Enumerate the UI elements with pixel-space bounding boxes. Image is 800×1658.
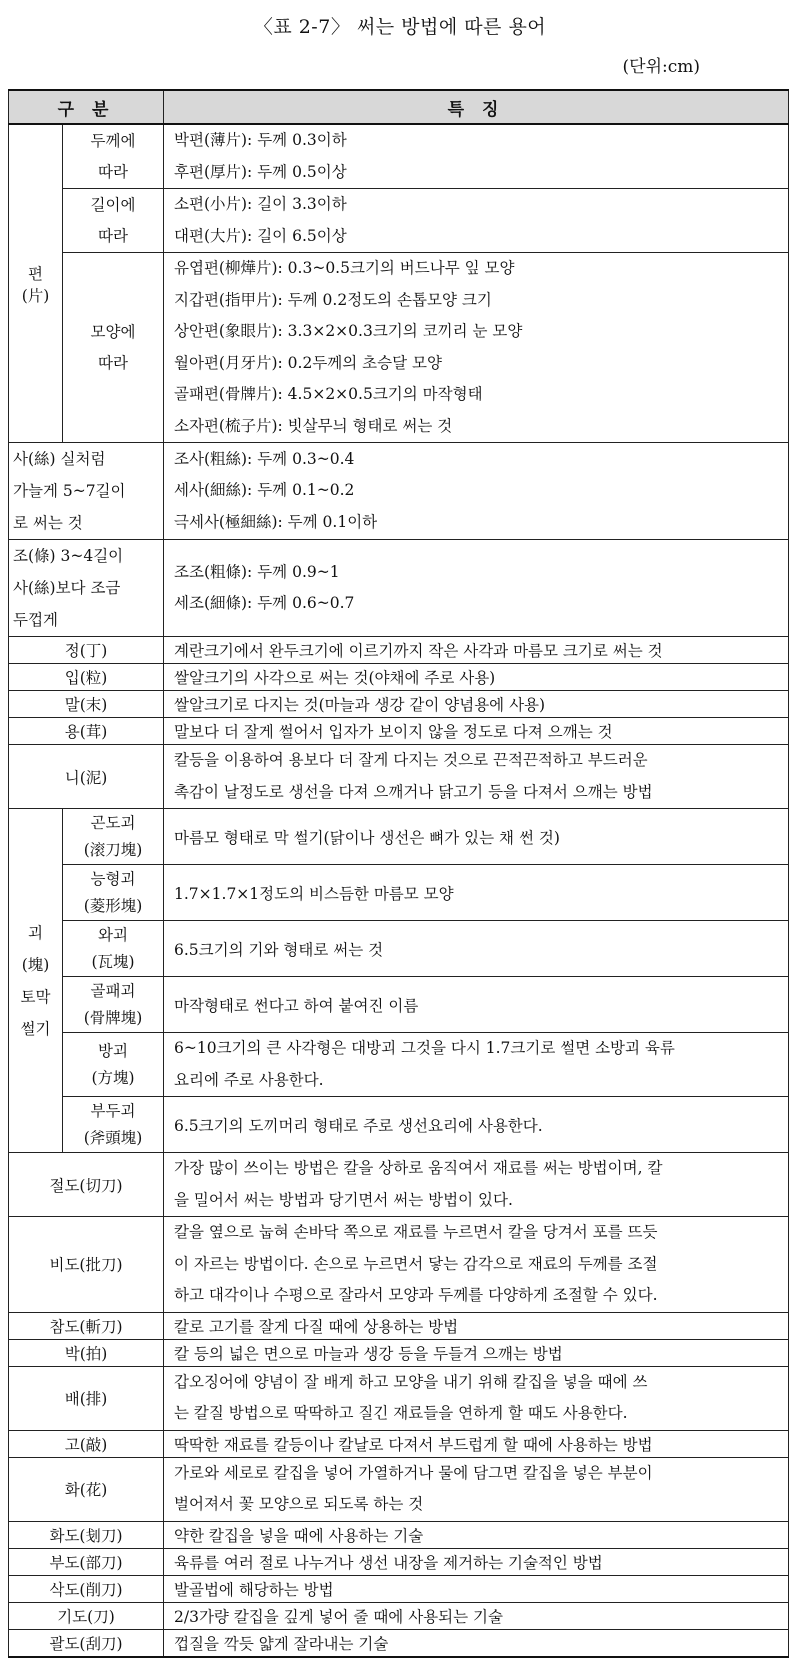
table-row [9,1575,789,1602]
category-sa: 사(絲) 실처럼 가늘게 5~7길이 로 써는 것 [9,443,164,540]
feature-cell: 조조(粗條): 두께 0.9~1 세조(細條): 두께 0.6~0.7 [164,540,789,637]
table-row [9,637,789,664]
cutting-terms-table [8,89,789,1658]
table-row [9,1366,789,1430]
feature-cell: 가장 많이 쓰이는 방법은 칼을 상하로 움직여서 재료를 써는 방법이며, 칼 을 밀어서 써는 방법과 당기면서 써는 방법이 있다. [164,1153,789,1217]
table-row [9,664,789,691]
term-cell: 삭도(削刀) [9,1575,164,1602]
header-category: 구 분 [9,90,164,124]
feature-cell: 쌀알크기로 다지는 것(마늘과 생강 같이 양념용에 사용) [164,691,789,718]
term-cell: 곤도괴 (滚刀塊) [63,809,164,865]
table-row [9,1521,789,1548]
feature-cell: 2/3가량 칼집을 깊게 넣어 줄 때에 사용되는 기술 [164,1602,789,1629]
table-row [9,1312,789,1339]
header-row [9,90,789,124]
feature-cell: 딱딱한 재료를 칼등이나 칼날로 다져서 부드럽게 할 때에 사용하는 방법 [164,1430,789,1457]
table-row [9,124,789,189]
table-row [9,745,789,809]
feature-cell: 약한 칼집을 넣을 때에 사용하는 기술 [164,1521,789,1548]
table-row [9,189,789,253]
table-row [9,977,789,1033]
table-row [9,540,789,637]
feature-cell: 유엽편(柳燁片): 0.3~0.5크기의 버드나무 잎 모양 지갑편(指甲片): 두께 0.2정도의 손톱모양 크기 상안편(象眼片): 3.3×2×0.3크기의 코끼리 눈 모양 월아편(月牙片): 0.2두께의 초승달 모양 골패편(骨牌片): 4.5×2×0.5크기의 마작형태 소자편(梳子片): 빗살무늬 형태로 써는 것 [164,253,789,443]
term-cell: 화(花) [9,1457,164,1521]
table-row [9,1548,789,1575]
term-cell: 방괴 (方塊) [63,1033,164,1097]
table-row [9,443,789,540]
subcategory-shape: 모양에 따라 [63,253,164,443]
subcategory-length: 길이에 따라 [63,189,164,253]
feature-cell: 쌀알크기의 사각으로 써는 것(야채에 주로 사용) [164,664,789,691]
feature-cell: 계란크기에서 완두크기에 이르기까지 작은 사각과 마름모 크기로 써는 것 [164,637,789,664]
table-row [9,865,789,921]
feature-cell: 마작형태로 썬다고 하여 붙여진 이름 [164,977,789,1033]
table-row [9,1602,789,1629]
term-cell: 말(末) [9,691,164,718]
term-cell: 박(拍) [9,1339,164,1366]
feature-cell: 6.5크기의 도끼머리 형태로 주로 생선요리에 사용한다. [164,1097,789,1153]
term-cell: 화도(刬刀) [9,1521,164,1548]
table-row [9,1097,789,1153]
term-cell: 능형괴 (菱形塊) [63,865,164,921]
feature-cell: 1.7×1.7×1정도의 비스듬한 마름모 모양 [164,865,789,921]
group-label-pyeon: 편 (片) [9,124,63,443]
feature-cell: 마름모 형태로 막 썰기(닭이나 생선은 뼈가 있는 채 썬 것) [164,809,789,865]
term-cell: 부도(部刀) [9,1548,164,1575]
table-row [9,1430,789,1457]
feature-cell: 육류를 여러 절로 나누거나 생선 내장을 제거하는 기술적인 방법 [164,1548,789,1575]
term-cell: 참도(斬刀) [9,1312,164,1339]
term-cell: 절도(切刀) [9,1153,164,1217]
feature-cell: 소편(小片): 길이 3.3이하 대편(大片): 길이 6.5이상 [164,189,789,253]
term-cell: 와괴 (瓦塊) [63,921,164,977]
feature-cell: 6~10크기의 큰 사각형은 대방괴 그것을 다시 1.7크기로 썰면 소방괴 육류 요리에 주로 사용한다. [164,1033,789,1097]
subcategory-thickness: 두께에 따라 [63,124,164,189]
term-cell: 기도(刀) [9,1602,164,1629]
term-cell: 용(茸) [9,718,164,745]
feature-cell: 조사(粗絲): 두께 0.3~0.4 세사(細絲): 두께 0.1~0.2 극세사(極細絲): 두께 0.1이하 [164,443,789,540]
term-cell: 고(敲) [9,1430,164,1457]
unit-label: (단위:cm) [622,57,700,77]
feature-cell: 칼로 고기를 잘게 다질 때에 상용하는 방법 [164,1312,789,1339]
table-row [9,921,789,977]
term-cell: 정(丁) [9,637,164,664]
feature-cell: 칼을 옆으로 눕혀 손바닥 쪽으로 재료를 누르면서 칼을 당겨서 포를 뜨듯 이 자르는 방법이다. 손으로 누르면서 닿는 감각으로 재료의 두께를 조절 하고 대각이나 수평으로 잘라서 모양과 두께를 다양하게 조절할 수 있다. [164,1217,789,1313]
table-row [9,1153,789,1217]
table-caption: 〈표 2-7〉 써는 방법에 따른 용어 [253,16,547,38]
table-row [9,718,789,745]
term-cell: 괄도(刮刀) [9,1629,164,1657]
term-cell: 골패괴 (骨牌塊) [63,977,164,1033]
term-cell: 부두괴 (斧頭塊) [63,1097,164,1153]
feature-cell: 칼등을 이용하여 용보다 더 잘게 다지는 것으로 끈적끈적하고 부드러운 촉감이 날정도로 생선을 다져 으깨거나 닭고기 등을 다져서 으깨는 방법 [164,745,789,809]
table-row [9,1457,789,1521]
table-row [9,1033,789,1097]
feature-cell: 칼 등의 넓은 면으로 마늘과 생강 등을 두들겨 으깨는 방법 [164,1339,789,1366]
feature-cell: 말보다 더 잘게 썰어서 입자가 보이지 않을 정도로 다져 으깨는 것 [164,718,789,745]
table-row [9,1217,789,1313]
table-row [9,253,789,443]
feature-cell: 발골법에 해당하는 방법 [164,1575,789,1602]
table-row [9,691,789,718]
feature-cell: 박편(薄片): 두께 0.3이하 후편(厚片): 두께 0.5이상 [164,124,789,189]
term-cell: 입(粒) [9,664,164,691]
term-cell: 비도(批刀) [9,1217,164,1313]
table-row [9,1629,789,1657]
feature-cell: 갑오징어에 양념이 잘 배게 하고 모양을 내기 위해 칼집을 넣을 때에 쓰 는 칼질 방법으로 딱딱하고 질긴 재료들을 연하게 할 때도 사용한다. [164,1366,789,1430]
table-row [9,809,789,865]
feature-cell: 6.5크기의 기와 형태로 써는 것 [164,921,789,977]
table-row [9,1339,789,1366]
term-cell: 배(排) [9,1366,164,1430]
feature-cell: 껍질을 깍듯 얇게 잘라내는 기술 [164,1629,789,1657]
group-label-goe: 괴 (塊) 토막 썰기 [9,809,63,1153]
feature-cell: 가로와 세로로 칼집을 넣어 가열하거나 물에 담그면 칼집을 넣은 부분이 벌어져서 꽃 모양으로 되도록 하는 것 [164,1457,789,1521]
term-cell: 니(泥) [9,745,164,809]
category-jo: 조(條) 3~4길이 사(絲)보다 조금 두껍게 [9,540,164,637]
header-feature: 특 징 [164,90,789,124]
